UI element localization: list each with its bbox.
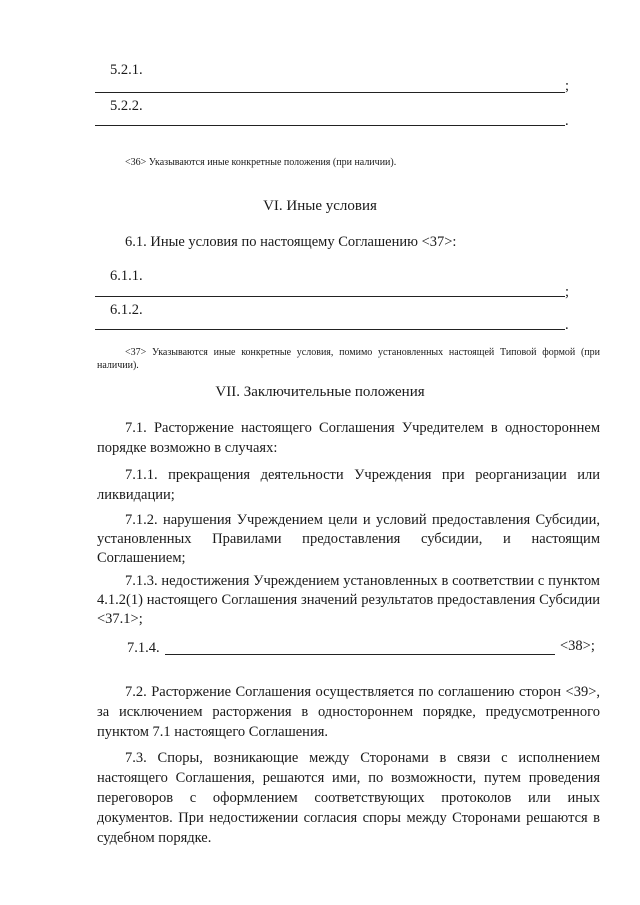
footnote-37: <37> Указываются иные конкретные условия, помимо установленных настоящей Типовой формой (при наличии). — [97, 347, 600, 371]
footnote-36: <36> Указываются иные конкретные положения (при наличии). — [125, 157, 397, 168]
item-6-1-2-period: . — [565, 317, 569, 333]
item-6-1: 6.1. Иные условия по настоящему Соглашению <37>: — [125, 234, 457, 250]
item-7-1: 7.1. Расторжение настоящего Соглашения Учредителем в одностороннем порядке возможно в случаях: — [97, 420, 600, 456]
item-5-2-1-semicolon: ; — [565, 78, 570, 94]
item-7-1-4-label: 7.1.4. — [127, 640, 160, 656]
item-6-1-1-label: 6.1.1. — [110, 268, 143, 284]
item-7-2: 7.2. Расторжение Соглашения осуществляется по соглашению сторон <39>, за исключением расторжения в одностороннем порядке, предусмотренного пунктом 7.1 настоящего Соглашения. — [97, 684, 600, 740]
item-7-1-2: 7.1.2. нарушения Учреждением цели и условий предоставления Субсидии, установленных Правилами предоставления субсидии, и настоящим Соглашением; — [97, 512, 600, 566]
section-6-heading: VI. Иные условия — [263, 198, 377, 214]
item-5-2-2-period: . — [565, 113, 569, 129]
item-6-1-2-label: 6.1.2. — [110, 302, 143, 318]
item-7-1-1: 7.1.1. прекращения деятельности Учреждения при реорганизации или ликвидации; — [97, 467, 600, 503]
item-5-2-2-fill-line — [95, 125, 565, 126]
item-5-2-1-fill-line — [95, 92, 565, 93]
item-5-2-2-label: 5.2.2. — [110, 98, 143, 114]
item-7-1-4-reference: <38>; — [560, 638, 595, 654]
item-6-1-2-fill-line — [95, 329, 565, 330]
section-7-heading: VII. Заключительные положения — [215, 384, 425, 400]
item-5-2-1-label: 5.2.1. — [110, 62, 143, 78]
item-7-1-4-fill-line — [165, 654, 555, 655]
item-6-1-1-fill-line — [95, 296, 565, 297]
item-7-3: 7.3. Споры, возникающие между Сторонами в связи с исполнением настоящего Соглашения, решаются ими, по возможности, путем проведения переговоров с оформлением соответствующих протоколов или иных документов. При недостижении согласия споры между Сторонами решаются в судебном порядке. — [97, 750, 600, 846]
item-6-1-1-semicolon: ; — [565, 284, 570, 300]
item-7-1-3: 7.1.3. недостижения Учреждением установленных в соответствии с пунктом 4.1.2(1) настоящего Соглашения значений результатов предоставления Субсидии <37.1>; — [97, 573, 600, 627]
